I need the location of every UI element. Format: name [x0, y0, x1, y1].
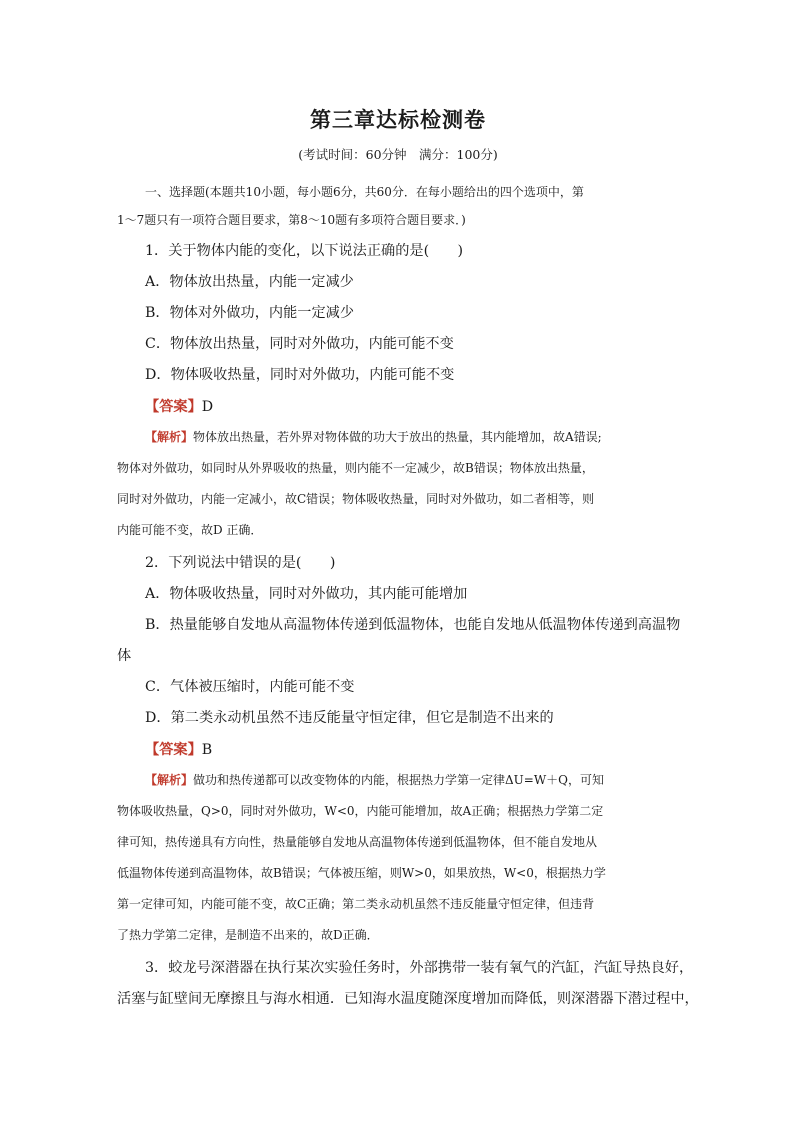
q1-analysis-line3: 同时对外做功，内能一定减小，故C错误；物体吸收热量，同时对外做功，如二者相等，则	[117, 492, 595, 506]
answer-tag: 【答案】	[145, 399, 202, 415]
section-heading-line1: 一、选择题(本题共10小题，每小题6分，共60分．在每小题给出的四个选项中，第	[145, 185, 584, 199]
page-title: 第三章达标检测卷	[310, 108, 486, 132]
q2-option-d: D．第二类永动机虽然不违反能量守恒定律，但它是制造不出来的	[145, 710, 554, 726]
q2-option-b-line1: B．热量能够自发地从高温物体传递到低温物体，也能自发地从低温物体传递到高温物	[145, 617, 681, 633]
q1-analysis-line2: 物体对外做功，如同时从外界吸收的热量，则内能不一定减少，故B错误；物体放出热量，	[117, 461, 594, 475]
q2-analysis-line5: 第一定律可知，内能可能不变，故C正确；第二类永动机虽然不违反能量守恒定律，但违背	[117, 897, 595, 911]
q1-answer	[145, 396, 707, 416]
q1-option-d: D．物体吸收热量，同时对外做功，内能可能不变	[145, 367, 455, 383]
section-heading-line2: 1～7题只有一项符合题目要求，第8～10题有多项符合题目要求．)	[117, 213, 466, 227]
q1-stem: 1．关于物体内能的变化，以下说法正确的是( )	[145, 243, 464, 259]
q2-option-a: A．物体吸收热量，同时对外做功，其内能可能增加	[145, 586, 468, 602]
q1-analysis-line4: 内能可能不变，故D 正确．	[117, 523, 263, 537]
q2-option-c: C．气体被压缩时，内能可能不变	[145, 679, 355, 695]
q2-analysis-line2: 物体吸收热量，Q>0，同时对外做功，W<0，内能可能增加，故A正确；根据热力学第二定	[117, 804, 604, 818]
q1-answer-value: D	[201, 399, 214, 415]
q2-analysis-line3: 律可知，热传递具有方向性，热量能够自发地从高温物体传递到低温物体，但不能自发地从	[117, 835, 598, 849]
q1-analysis-line1: 【解析】物体放出热量，若外界对物体做的功大于放出的热量，其内能增加，故A错误;	[145, 430, 602, 444]
analysis-tag: 【解析】	[145, 773, 194, 787]
q2-analysis-line4: 低温物体传递到高温物体，故B错误；气体被压缩，则W>0，如果放热，W<0，根据热力学	[117, 866, 606, 880]
exam-info: (考试时间：60分钟 满分：100分)	[298, 147, 498, 162]
q2-analysis-line1: 【解析】做功和热传递都可以改变物体的内能，根据热力学第一定律ΔU=W＋Q，可知	[145, 773, 605, 787]
q3-stem-line2: 活塞与缸壁间无摩擦且与海水相通．已知海水温度随深度增加而降低，则深潜器下潜过程中，	[117, 991, 699, 1007]
q2-stem: 2．下列说法中错误的是( )	[145, 555, 336, 571]
q1-option-c: C．物体放出热量，同时对外做功，内能可能不变	[145, 336, 454, 352]
answer-tag: 【答案】	[145, 742, 202, 758]
q2-analysis-line6: 了热力学第二定律，是制造不出来的，故D正确．	[117, 928, 379, 942]
q2-option-b-line2: 体	[117, 648, 132, 664]
q2-answer-value: B	[201, 742, 213, 758]
analysis-tag: 【解析】	[145, 430, 194, 444]
q1-option-b: B．物体对外做功，内能一定减少	[145, 305, 355, 321]
q2-answer	[145, 739, 707, 759]
q3-stem-line1: 3．蛟龙号深潜器在执行某次实验任务时，外部携带一装有氧气的汽缸，汽缸导热良好，	[145, 960, 694, 976]
q1-option-a: A．物体放出热量，内能一定减少	[145, 274, 354, 290]
